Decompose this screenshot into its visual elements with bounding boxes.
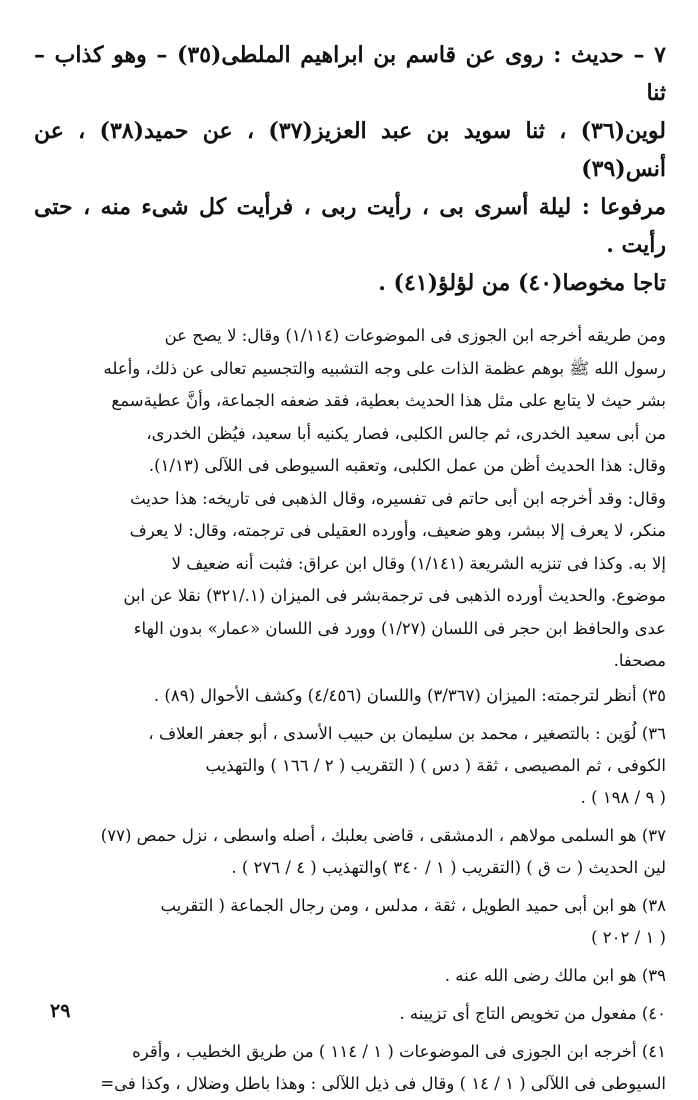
hadith-line: لوين(٣٦) ، ثنا سويد بن عبد العزيز(٣٧) ، عن حميد(٣٨) ، عن أنس(٣٩): [34, 118, 667, 182]
footnote-line: الكوفى ، ثم المصيصى ، ثقة ( دس ) ( التقريب ( ٢ / ١٦٦ ) والتهذيب: [205, 755, 666, 775]
commentary-line: وقال: هذا الحديث أظن من عمل الكلبى، وتعقبه السيوطى فى اللآلى (١/١٣).: [148, 456, 666, 475]
book-page: [34, 36, 667, 1093]
footnote-line: ٣٧) هو السلمى مولاهم ، الدمشقى ، قاضى بعلبك ، أصله واسطى ، نزل حمص (٧٧): [100, 825, 666, 845]
footnote-line: ( ٩ / ١٩٨ ) .: [580, 787, 666, 807]
commentary-line: من أبى سعيد الخدرى، ثم جالس الكلبى، فصار يكنيه أبا سعيد، فيُظن الخدرى،: [146, 423, 666, 443]
footnote-line: ٣٩) هو ابن مالك رضى الله عنه .: [444, 965, 666, 985]
hadith-text: [34, 36, 666, 302]
footnote-38: [34, 890, 666, 954]
footnote-line: ٤٠) مفعول من تخويص التاج أى تزيينه .: [399, 1003, 666, 1023]
commentary-line: ومن طريقه أخرجه ابن الجوزى فى الموضوعات (١/١١٤) وقال: لا يصح عن: [164, 326, 666, 345]
hadith-line: تاجا مخوصا(٤٠) من لؤلؤ(٤١) .: [378, 270, 666, 296]
footnote-line: ( ١ / ٢٠٢ ): [591, 927, 666, 947]
commentary-line: بشر حيث لا يتابع على مثل هذا الحديث بعطية، فقد ضعفه الجماعة، وأنَّ عطيةسمع: [111, 391, 666, 410]
hadith-line: ٧ – حديث : روى عن قاسم بن ابراهيم الملطى(٣٥) – وهو كذاب – ثنا: [34, 42, 666, 106]
footnote-40: [34, 998, 666, 1030]
page-number: ٢٩: [50, 1000, 71, 1022]
footnote-36: [34, 718, 666, 814]
footnote-line: ٣٦) لُوَين : بالتصغير ، محمد بن سليمان بن حبيب الأسدى ، أبو جعفر العلاف ،: [148, 723, 666, 743]
hadith-line: مرفوعا : ليلة أسرى بى ، رأيت ربى ، فرأيت كل شىء منه ، حتى رأيت .: [34, 194, 666, 258]
commentary-line: منكر، لا يعرف إلا ببشر، وهو ضعيف، وأورده العقيلى فى ترجمته، وقال: لا يعرف: [129, 521, 666, 540]
commentary-text: [34, 320, 666, 678]
footnote-39: [34, 960, 666, 992]
commentary-line: وقال: وقد أخرجه ابن أبى حاتم فى تفسيره، وقال الذهبى فى تاريخه: هذا حديث: [130, 488, 666, 508]
commentary-line: عدى والحافظ ابن حجر فى اللسان (١/٢٧) وورد فى اللسان «عمار» بدون الهاء: [133, 618, 666, 638]
commentary-line: موضوع. والحديث أورده الذهبى فى ترجمةبشر فى الميزان (١./٣٢١) نقلا عن ابن: [123, 586, 666, 605]
footnote-line: لين الحديث ( ت ق ) (التقريب ( ١ / ٣٤٠ )والتهذيب ( ٤ / ٢٧٦ ) .: [231, 857, 666, 877]
commentary-line: مصحفا.: [613, 651, 666, 670]
footnote-35: [34, 680, 666, 712]
commentary-line: رسول الله ﷺ بوهم عظمة الذات على وجه التشبيه والتجسيم تعالى عن ذلك، وأعله: [103, 358, 666, 378]
footnote-line: السيوطى فى اللآلى ( ١ / ١٤ ) وقال فى ذيل اللآلى : وهذا باطل وضلال ، وكذا فى=: [100, 1073, 666, 1093]
footnote-line: ٤١) أخرجه ابن الجوزى فى الموضوعات ( ١ / ١١٤ ) من طريق الخطيب ، وأقره: [132, 1041, 666, 1061]
footnote-37: [34, 820, 666, 884]
commentary-line: إلا به. وكذا فى تنزيه الشريعة (١/١٤١) وقال ابن عراق: فثبت أنه ضعيف لا: [171, 553, 666, 573]
footnotes: [34, 680, 666, 1100]
footnote-line: ٣٨) هو ابن أبى حميد الطويل ، ثقة ، مدلس ، ومن رجال الجماعة ( التقريب: [160, 895, 666, 915]
footnote-41: [34, 1036, 666, 1100]
footnote-line: ٣٥) أنظر لترجمته: الميزان (٣/٣٦٧) واللسان (٤/٤٥٦) وكشف الأحوال (٨٩) .: [153, 685, 666, 705]
